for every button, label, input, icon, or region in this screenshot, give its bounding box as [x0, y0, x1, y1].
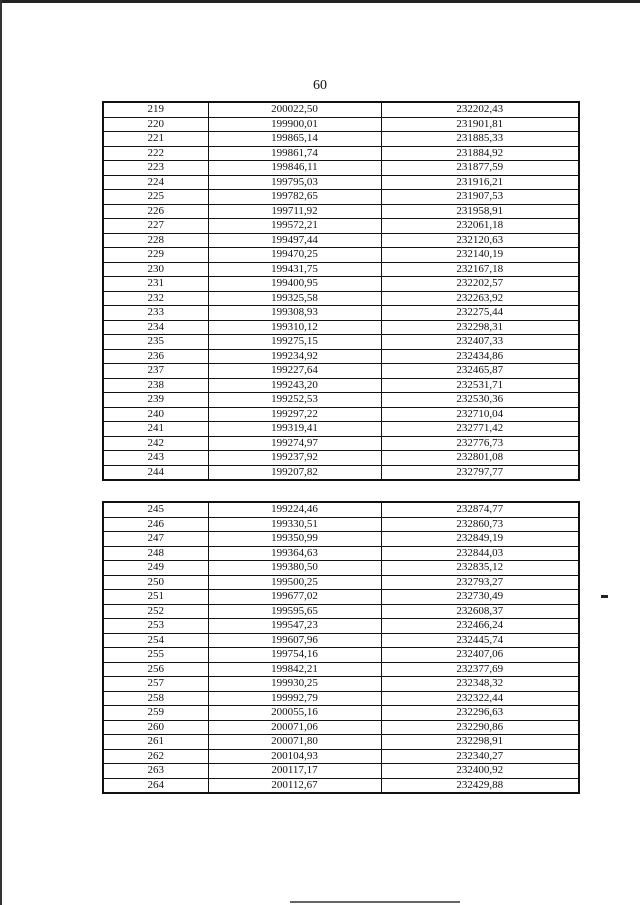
point-number-cell: 260: [103, 720, 208, 735]
x-coordinate-cell: 199237,92: [208, 451, 381, 466]
point-number-cell: 234: [103, 320, 208, 335]
table-row: [103, 407, 579, 422]
point-number-cell: 249: [103, 561, 208, 576]
table-row: [103, 306, 579, 321]
x-coordinate-cell: 199782,65: [208, 190, 381, 205]
y-coordinate-cell: 232801,08: [381, 451, 579, 466]
table-row: [103, 161, 579, 176]
y-coordinate-cell: 232400,92: [381, 764, 579, 779]
point-number-cell: 243: [103, 451, 208, 466]
y-coordinate-cell: 232860,73: [381, 517, 579, 532]
table-row: [103, 590, 579, 605]
point-number-cell: 259: [103, 706, 208, 721]
point-number-cell: 224: [103, 175, 208, 190]
point-number-cell: 220: [103, 117, 208, 132]
x-coordinate-cell: 200117,17: [208, 764, 381, 779]
table-row: [103, 364, 579, 379]
x-coordinate-cell: 199572,21: [208, 219, 381, 234]
y-coordinate-cell: 232140,19: [381, 248, 579, 263]
x-coordinate-cell: 199308,93: [208, 306, 381, 321]
point-number-cell: 240: [103, 407, 208, 422]
table-body: [103, 502, 579, 793]
table-row: [103, 204, 579, 219]
y-coordinate-cell: 232844,03: [381, 546, 579, 561]
table-row: [103, 335, 579, 350]
x-coordinate-cell: 199930,25: [208, 677, 381, 692]
y-coordinate-cell: 232835,12: [381, 561, 579, 576]
point-number-cell: 248: [103, 546, 208, 561]
table-body: [103, 102, 579, 480]
x-coordinate-cell: 199364,63: [208, 546, 381, 561]
table-row: [103, 451, 579, 466]
x-coordinate-cell: 199224,46: [208, 502, 381, 517]
y-coordinate-cell: 232167,18: [381, 262, 579, 277]
y-coordinate-cell: 232061,18: [381, 219, 579, 234]
y-coordinate-cell: 232407,33: [381, 335, 579, 350]
y-coordinate-cell: 232348,32: [381, 677, 579, 692]
table-row: [103, 532, 579, 547]
y-coordinate-cell: 232465,87: [381, 364, 579, 379]
point-number-cell: 236: [103, 349, 208, 364]
table-row: [103, 575, 579, 590]
x-coordinate-cell: 199607,96: [208, 633, 381, 648]
x-coordinate-cell: 199325,58: [208, 291, 381, 306]
y-coordinate-cell: 232434,86: [381, 349, 579, 364]
table-row: [103, 619, 579, 634]
y-coordinate-cell: 232771,42: [381, 422, 579, 437]
y-coordinate-cell: 232776,73: [381, 436, 579, 451]
point-number-cell: 222: [103, 146, 208, 161]
point-number-cell: 235: [103, 335, 208, 350]
x-coordinate-cell: 199275,15: [208, 335, 381, 350]
y-coordinate-cell: 232429,88: [381, 778, 579, 793]
point-number-cell: 247: [103, 532, 208, 547]
page-number: 60: [313, 78, 327, 93]
table-row: [103, 720, 579, 735]
table-row: [103, 749, 579, 764]
point-number-cell: 262: [103, 749, 208, 764]
x-coordinate-cell: 199207,82: [208, 465, 381, 480]
x-coordinate-cell: 199319,41: [208, 422, 381, 437]
point-number-cell: 254: [103, 633, 208, 648]
table-row: [103, 262, 579, 277]
y-coordinate-cell: 232849,19: [381, 532, 579, 547]
table-row: [103, 778, 579, 793]
table-row: [103, 378, 579, 393]
x-coordinate-cell: 199431,75: [208, 262, 381, 277]
y-coordinate-cell: 232120,63: [381, 233, 579, 248]
table-row: [103, 422, 579, 437]
table-row: [103, 436, 579, 451]
y-coordinate-cell: 232466,24: [381, 619, 579, 634]
y-coordinate-cell: 232710,04: [381, 407, 579, 422]
x-coordinate-cell: 199754,16: [208, 648, 381, 663]
x-coordinate-cell: 200071,80: [208, 735, 381, 750]
y-coordinate-cell: 232298,91: [381, 735, 579, 750]
point-number-cell: 237: [103, 364, 208, 379]
x-coordinate-cell: 200104,93: [208, 749, 381, 764]
y-coordinate-cell: 231877,59: [381, 161, 579, 176]
point-number-cell: 228: [103, 233, 208, 248]
x-coordinate-cell: 199846,11: [208, 161, 381, 176]
x-coordinate-cell: 199297,22: [208, 407, 381, 422]
table-row: [103, 677, 579, 692]
table-row: [103, 219, 579, 234]
scan-left-edge: [0, 0, 2, 905]
y-coordinate-cell: 232296,63: [381, 706, 579, 721]
y-coordinate-cell: 231884,92: [381, 146, 579, 161]
point-number-cell: 230: [103, 262, 208, 277]
x-coordinate-cell: 199274,97: [208, 436, 381, 451]
x-coordinate-cell: 199227,64: [208, 364, 381, 379]
x-coordinate-cell: 199842,21: [208, 662, 381, 677]
table-row: [103, 277, 579, 292]
point-number-cell: 241: [103, 422, 208, 437]
x-coordinate-cell: 199234,92: [208, 349, 381, 364]
point-number-cell: 227: [103, 219, 208, 234]
point-number-cell: 263: [103, 764, 208, 779]
table-row: [103, 561, 579, 576]
x-coordinate-cell: 200112,67: [208, 778, 381, 793]
y-coordinate-cell: 231958,91: [381, 204, 579, 219]
table-row: [103, 102, 579, 117]
margin-mark: [601, 595, 608, 598]
table-row: [103, 604, 579, 619]
x-coordinate-cell: 199547,23: [208, 619, 381, 634]
y-coordinate-cell: 232530,36: [381, 393, 579, 408]
x-coordinate-cell: 199795,03: [208, 175, 381, 190]
scan-top-edge: [0, 0, 640, 3]
point-number-cell: 252: [103, 604, 208, 619]
table-row: [103, 190, 579, 205]
y-coordinate-cell: 231916,21: [381, 175, 579, 190]
x-coordinate-cell: 199400,95: [208, 277, 381, 292]
point-number-cell: 223: [103, 161, 208, 176]
coordinates-table-upper: [102, 101, 580, 481]
point-number-cell: 251: [103, 590, 208, 605]
y-coordinate-cell: 232407,06: [381, 648, 579, 663]
y-coordinate-cell: 232322,44: [381, 691, 579, 706]
point-number-cell: 253: [103, 619, 208, 634]
point-number-cell: 255: [103, 648, 208, 663]
table-row: [103, 764, 579, 779]
y-coordinate-cell: 232298,31: [381, 320, 579, 335]
table-row: [103, 502, 579, 517]
point-number-cell: 238: [103, 378, 208, 393]
point-number-cell: 258: [103, 691, 208, 706]
table-row: [103, 517, 579, 532]
table-row: [103, 393, 579, 408]
point-number-cell: 221: [103, 132, 208, 147]
x-coordinate-cell: 199861,74: [208, 146, 381, 161]
point-number-cell: 242: [103, 436, 208, 451]
scan-bottom-mark: [290, 901, 460, 903]
x-coordinate-cell: 199711,92: [208, 204, 381, 219]
point-number-cell: 231: [103, 277, 208, 292]
table-row: [103, 175, 579, 190]
x-coordinate-cell: 199380,50: [208, 561, 381, 576]
y-coordinate-cell: 232730,49: [381, 590, 579, 605]
y-coordinate-cell: 232275,44: [381, 306, 579, 321]
point-number-cell: 244: [103, 465, 208, 480]
y-coordinate-cell: 232445,74: [381, 633, 579, 648]
x-coordinate-cell: 199330,51: [208, 517, 381, 532]
table-row: [103, 146, 579, 161]
table-row: [103, 248, 579, 263]
point-number-cell: 264: [103, 778, 208, 793]
y-coordinate-cell: 232377,69: [381, 662, 579, 677]
table-row: [103, 117, 579, 132]
point-number-cell: 232: [103, 291, 208, 306]
table-row: [103, 233, 579, 248]
coordinates-table-lower: [102, 501, 580, 794]
x-coordinate-cell: 199865,14: [208, 132, 381, 147]
x-coordinate-cell: 200022,50: [208, 102, 381, 117]
x-coordinate-cell: 199992,79: [208, 691, 381, 706]
point-number-cell: 229: [103, 248, 208, 263]
table-row: [103, 465, 579, 480]
table-row: [103, 291, 579, 306]
table-row: [103, 735, 579, 750]
point-number-cell: 226: [103, 204, 208, 219]
point-number-cell: 225: [103, 190, 208, 205]
x-coordinate-cell: 199243,20: [208, 378, 381, 393]
table-row: [103, 648, 579, 663]
y-coordinate-cell: 232797,77: [381, 465, 579, 480]
y-coordinate-cell: 232340,27: [381, 749, 579, 764]
x-coordinate-cell: 200071,06: [208, 720, 381, 735]
point-number-cell: 250: [103, 575, 208, 590]
y-coordinate-cell: 232290,86: [381, 720, 579, 735]
point-number-cell: 239: [103, 393, 208, 408]
y-coordinate-cell: 232874,77: [381, 502, 579, 517]
point-number-cell: 256: [103, 662, 208, 677]
table-row: [103, 662, 579, 677]
x-coordinate-cell: 199470,25: [208, 248, 381, 263]
x-coordinate-cell: 199595,65: [208, 604, 381, 619]
y-coordinate-cell: 232793,27: [381, 575, 579, 590]
y-coordinate-cell: 231901,81: [381, 117, 579, 132]
table-row: [103, 132, 579, 147]
table-row: [103, 691, 579, 706]
y-coordinate-cell: 231907,53: [381, 190, 579, 205]
y-coordinate-cell: 232531,71: [381, 378, 579, 393]
x-coordinate-cell: 199677,02: [208, 590, 381, 605]
table-row: [103, 633, 579, 648]
table-row: [103, 546, 579, 561]
point-number-cell: 219: [103, 102, 208, 117]
x-coordinate-cell: 199497,44: [208, 233, 381, 248]
y-coordinate-cell: 232202,43: [381, 102, 579, 117]
x-coordinate-cell: 199900,01: [208, 117, 381, 132]
table-row: [103, 320, 579, 335]
x-coordinate-cell: 199500,25: [208, 575, 381, 590]
point-number-cell: 257: [103, 677, 208, 692]
y-coordinate-cell: 232263,92: [381, 291, 579, 306]
x-coordinate-cell: 199350,99: [208, 532, 381, 547]
table-row: [103, 706, 579, 721]
x-coordinate-cell: 200055,16: [208, 706, 381, 721]
table-row: [103, 349, 579, 364]
x-coordinate-cell: 199252,53: [208, 393, 381, 408]
y-coordinate-cell: 232202,57: [381, 277, 579, 292]
x-coordinate-cell: 199310,12: [208, 320, 381, 335]
y-coordinate-cell: 232608,37: [381, 604, 579, 619]
point-number-cell: 261: [103, 735, 208, 750]
point-number-cell: 245: [103, 502, 208, 517]
y-coordinate-cell: 231885,33: [381, 132, 579, 147]
point-number-cell: 246: [103, 517, 208, 532]
point-number-cell: 233: [103, 306, 208, 321]
